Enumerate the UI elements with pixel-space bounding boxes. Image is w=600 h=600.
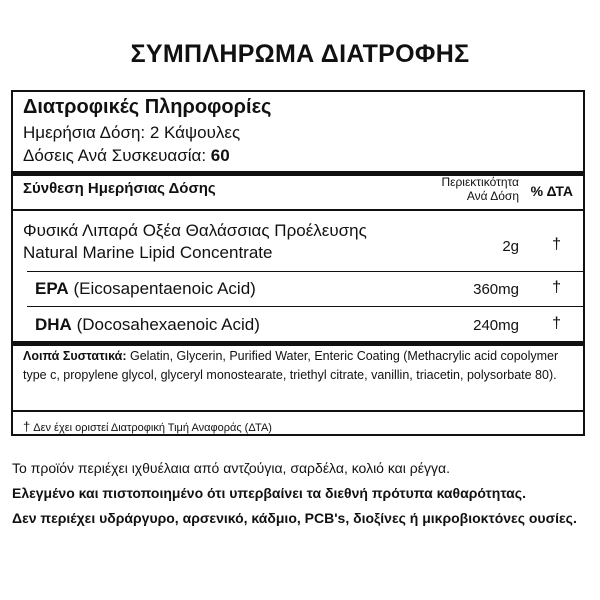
other-ingredients-label: Λοιπά Συστατικά:: [23, 349, 127, 363]
epa-row: [35, 279, 256, 299]
epa-dv: †: [552, 279, 561, 296]
dha-row: [35, 315, 260, 335]
amount-header-line1: Περιεκτικότητα: [441, 175, 519, 189]
epa-name: (Eicosapentaenoic Acid): [73, 279, 256, 298]
divider-thick: [13, 341, 583, 346]
daily-value-header: % ΔΤΑ: [530, 183, 573, 199]
divider: [27, 271, 583, 272]
marine-lipid-amount: 2g: [502, 238, 519, 255]
amount-header-line2: Ανά Δόση: [466, 189, 519, 203]
other-ingredients: [23, 347, 579, 384]
marine-lipid-name-en: Natural Marine Lipid Concentrate: [23, 243, 273, 262]
dha-dv: †: [552, 315, 561, 332]
dha-abbr: DHA: [35, 315, 72, 334]
epa-amount: 360mg: [473, 281, 519, 298]
footnote: [23, 419, 272, 434]
epa-abbr: EPA: [35, 279, 69, 298]
divider: [13, 410, 583, 412]
serving-size: Ημερήσια Δόση: 2 Κάψουλες: [23, 123, 241, 142]
footnote-text: Δεν έχει οριστεί Διατροφική Τιμή Αναφοράς (ΔΤΑ): [33, 422, 272, 434]
servings-label: Δόσεις Ανά Συσκευασία:: [23, 146, 211, 165]
contaminants-note: Δεν περιέχει υδράργυρο, αρσενικό, κάδμιο, PCB's, διοξίνες ή μικροβιοκτόνες ουσίες.: [12, 510, 577, 526]
nutrition-facts-panel: [11, 90, 585, 436]
dagger-symbol: †: [23, 419, 31, 434]
servings-value: 60: [210, 146, 230, 165]
supplement-title: ΣΥΜΠΛΗΡΩΜΑ ΔΙΑΤΡΟΦΗΣ: [130, 40, 470, 68]
composition-header: Σύνθεση Ημερήσιας Δόσης: [23, 180, 216, 197]
panel-heading: Διατροφικές Πληροφορίες: [23, 96, 272, 118]
divider: [13, 209, 583, 211]
dha-amount: 240mg: [473, 317, 519, 334]
allergen-note: Το προϊόν περιέχει ιχθυέλαια από αντζούγια, σαρδέλα, κολιό και ρέγγα.: [12, 460, 450, 476]
divider: [27, 306, 583, 307]
amount-per-serving-header: [441, 175, 519, 203]
other-ingredients-text: Gelatin, Glycerin, Purified Water, Enteric Coating (Methacrylic acid copolymer type c, propylene glycol, glyceryl monostearate, triethyl citrate, vanillin, triacetin, polysorbate 80).: [23, 349, 559, 382]
purity-note: Ελεγμένο και πιστοποιημένο ότι υπερβαίνει τα διεθνή πρότυπα καθαρότητας.: [12, 485, 526, 501]
marine-lipid-name-el: Φυσικά Λιπαρά Οξέα Θαλάσσιας Προέλευσης: [23, 221, 367, 240]
marine-lipid-dv: †: [552, 236, 561, 253]
dha-name: (Docosahexaenoic Acid): [76, 315, 260, 334]
servings-per-container: [23, 146, 230, 166]
